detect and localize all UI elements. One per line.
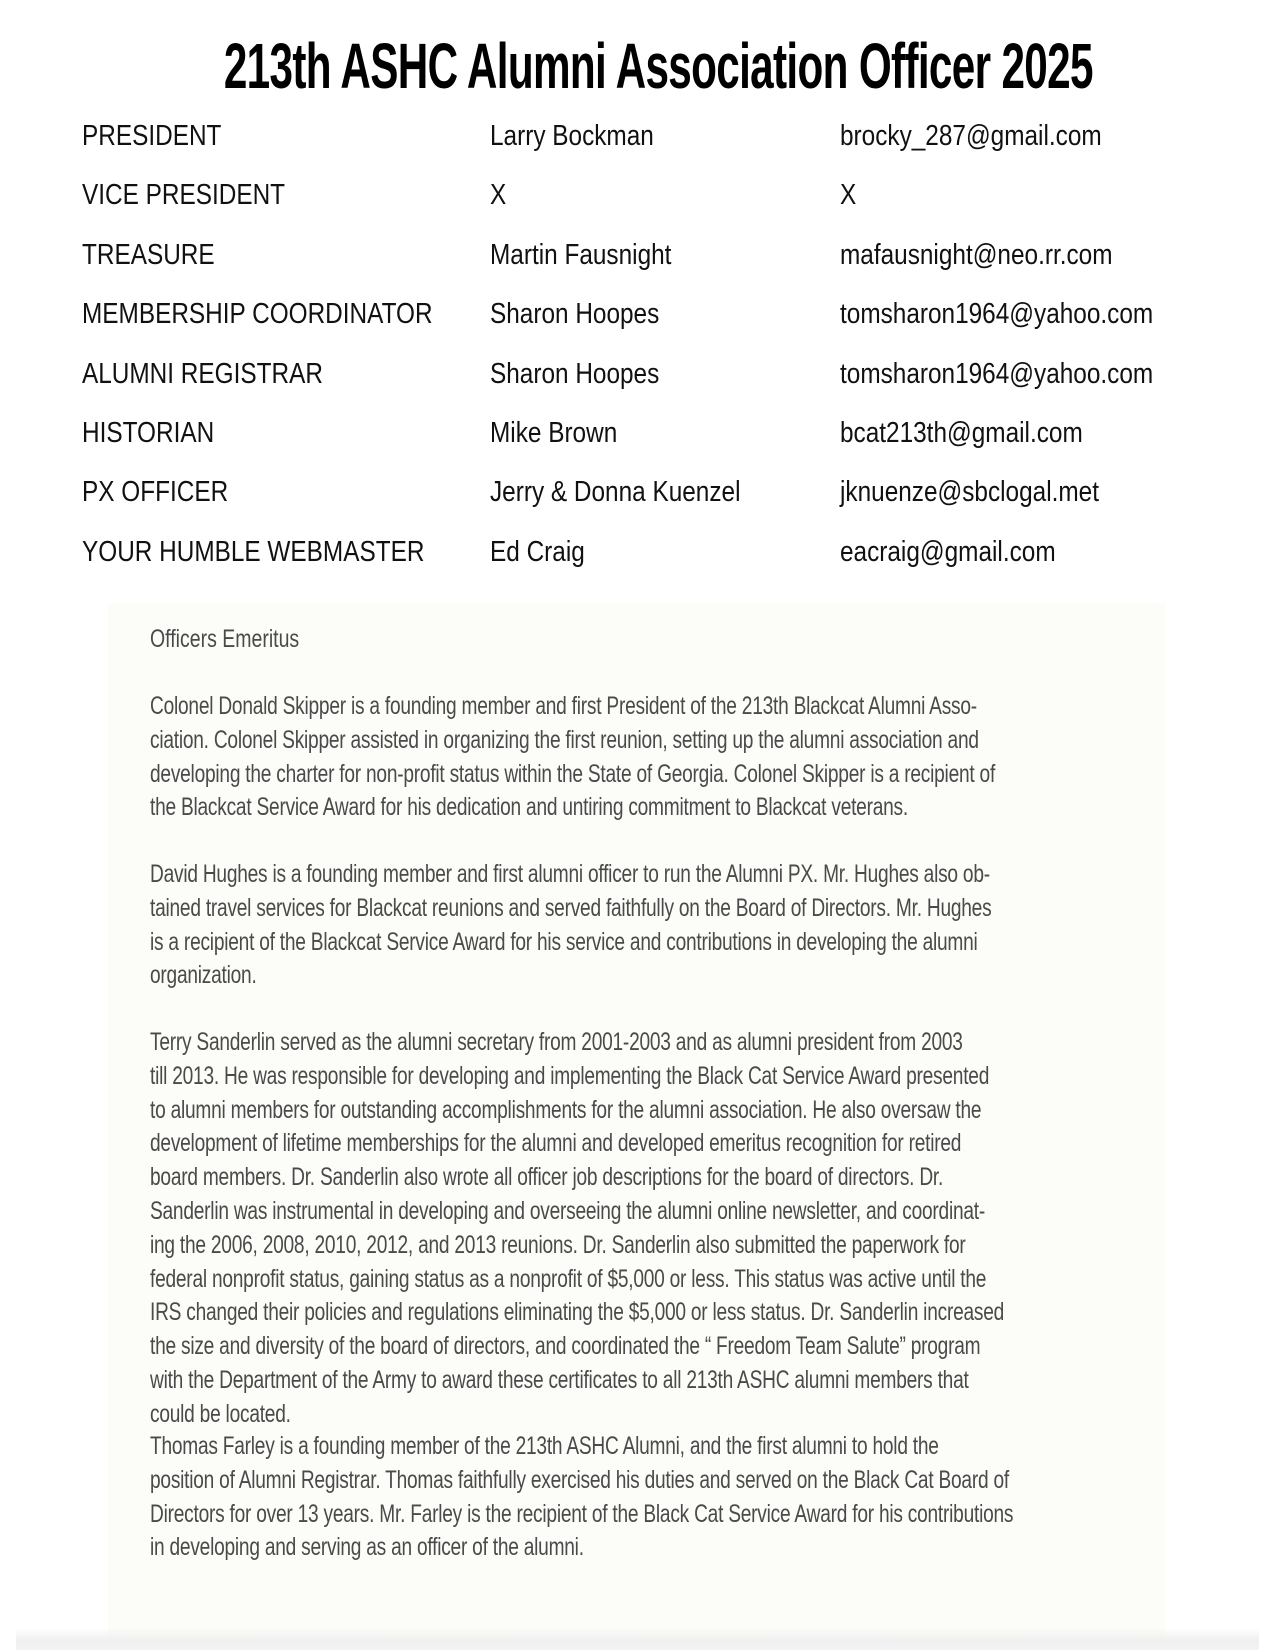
officer-name: Martin Fausnight	[490, 238, 672, 271]
paragraph-line: till 2013. He was responsible for developing and implementing the Black Cat Service Award presented	[150, 1061, 990, 1090]
paragraph-line: IRS changed their policies and regulations eliminating the $5,000 or less status. Dr. Sanderlin increased	[150, 1298, 1005, 1327]
officer-name: Mike Brown	[490, 417, 618, 449]
officers-emeritus-panel	[108, 603, 1165, 1650]
paragraph-line: David Hughes is a founding member and first alumni officer to run the Alumni PX. Mr. Hughes also ob-	[150, 860, 990, 888]
officer-role: MEMBERSHIP COORDINATOR	[82, 298, 433, 331]
officer-role: PX OFFICER	[82, 476, 229, 509]
officer-role: VICE PRESIDENT	[82, 179, 286, 212]
paragraph-line: is a recipient of the Blackcat Service Award for his service and contributions in developing the alumni	[150, 927, 978, 956]
paragraph-line: Sanderlin was instrumental in developing and overseeing the alumni online newsletter, and coordinat-	[150, 1196, 986, 1225]
officer-email[interactable]: brocky_287@gmail.com	[840, 120, 1102, 152]
officer-name: X	[490, 179, 507, 212]
paragraph-line: could be located.	[150, 1399, 291, 1428]
officer-row	[0, 534, 1275, 574]
emeritus-paragraph-hughes	[150, 858, 1275, 993]
officer-email: X	[840, 179, 857, 212]
paragraph-line: developing the charter for non-profit status within the State of Georgia. Colonel Skipper is a recipient of	[150, 759, 996, 788]
page-title	[0, 26, 1275, 106]
paragraph-line: Terry Sanderlin served as the alumni secretary from 2001-2003 and as alumni president from 2003	[150, 1028, 963, 1056]
emeritus-paragraph-skipper	[150, 690, 1275, 825]
officer-email[interactable]: tomsharon1964@yahoo.com	[840, 298, 1154, 331]
paragraph-line: tained travel services for Blackcat reunions and served faithfully on the Board of Directors. Mr. Hughes	[150, 893, 992, 922]
officer-role: YOUR HUMBLE WEBMASTER	[82, 535, 425, 568]
paragraph-line: in developing and serving as an officer of the alumni.	[150, 1533, 584, 1562]
officer-role: ALUMNI REGISTRAR	[82, 357, 323, 390]
officer-email[interactable]: mafausnight@neo.rr.com	[840, 238, 1113, 271]
paragraph-line: Directors for over 13 years. Mr. Farley is the recipient of the Black Cat Service Award for his contributions	[150, 1499, 1014, 1528]
paragraph-line: position of Alumni Registrar. Thomas faithfully exercised his duties and served on the Black Cat Board of	[150, 1465, 1009, 1494]
officer-row	[0, 177, 1275, 217]
officer-email[interactable]: tomsharon1964@yahoo.com	[840, 357, 1154, 390]
officer-row	[0, 356, 1275, 396]
paragraph-line: organization.	[150, 961, 257, 990]
officer-row	[0, 118, 1275, 158]
paragraph-line: development of lifetime memberships for the alumni and developed emeritus recognition for retired	[150, 1129, 962, 1158]
paragraph-line: ing the 2006, 2008, 2010, 2012, and 2013 reunions. Dr. Sanderlin also submitted the paperwork for	[150, 1230, 966, 1259]
officer-row	[0, 474, 1275, 514]
page-title-text: 213th ASHC Alumni Association Officer 2025	[223, 30, 1093, 102]
officer-role: TREASURE	[82, 238, 215, 271]
officer-email[interactable]: bcat213th@gmail.com	[840, 417, 1083, 449]
paragraph-line: ciation. Colonel Skipper assisted in organizing the first reunion, setting up the alumni association and	[150, 725, 979, 754]
emeritus-paragraph-farley	[150, 1430, 1275, 1565]
officer-name: Sharon Hoopes	[490, 298, 660, 331]
officer-name: Ed Craig	[490, 535, 585, 568]
paragraph-line: Thomas Farley is a founding member of the 213th ASHC Alumni, and the first alumni to hold the	[150, 1432, 939, 1460]
officer-row	[0, 237, 1275, 277]
officer-email[interactable]: eacraig@gmail.com	[840, 535, 1056, 568]
paragraph-line: with the Department of the Army to award these certificates to all 213th ASHC alumni members that	[150, 1365, 969, 1394]
paragraph-line: Colonel Donald Skipper is a founding member and first President of the 213th Blackcat Alumni Asso-	[150, 692, 977, 720]
paragraph-line: board members. Dr. Sanderlin also wrote all officer job descriptions for the board of directors. Dr.	[150, 1163, 944, 1192]
paragraph-line: to alumni members for outstanding accomplishments for the alumni association. He also oversaw the	[150, 1095, 982, 1124]
bottom-fade-band	[16, 1628, 1259, 1650]
officer-name: Larry Bockman	[490, 120, 654, 152]
paragraph-line: the Blackcat Service Award for his dedication and untiring commitment to Blackcat veterans.	[150, 793, 908, 822]
paragraph-line: the size and diversity of the board of directors, and coordinated the “ Freedom Team Salute” program	[150, 1332, 981, 1361]
emeritus-paragraph-sanderlin	[150, 1026, 1275, 1432]
officer-name: Jerry & Donna Kuenzel	[490, 476, 741, 509]
officer-role: PRESIDENT	[82, 120, 222, 152]
officer-email[interactable]: jknuenze@sbclogal.met	[840, 476, 1099, 509]
officer-row	[0, 415, 1275, 455]
officer-role: HISTORIAN	[82, 417, 215, 449]
emeritus-heading: Officers Emeritus	[150, 625, 300, 653]
officer-name: Sharon Hoopes	[490, 357, 660, 390]
paragraph-line: federal nonprofit status, gaining status as a nonprofit of $5,000 or less. This status was active until the	[150, 1264, 987, 1293]
officer-row	[0, 296, 1275, 336]
